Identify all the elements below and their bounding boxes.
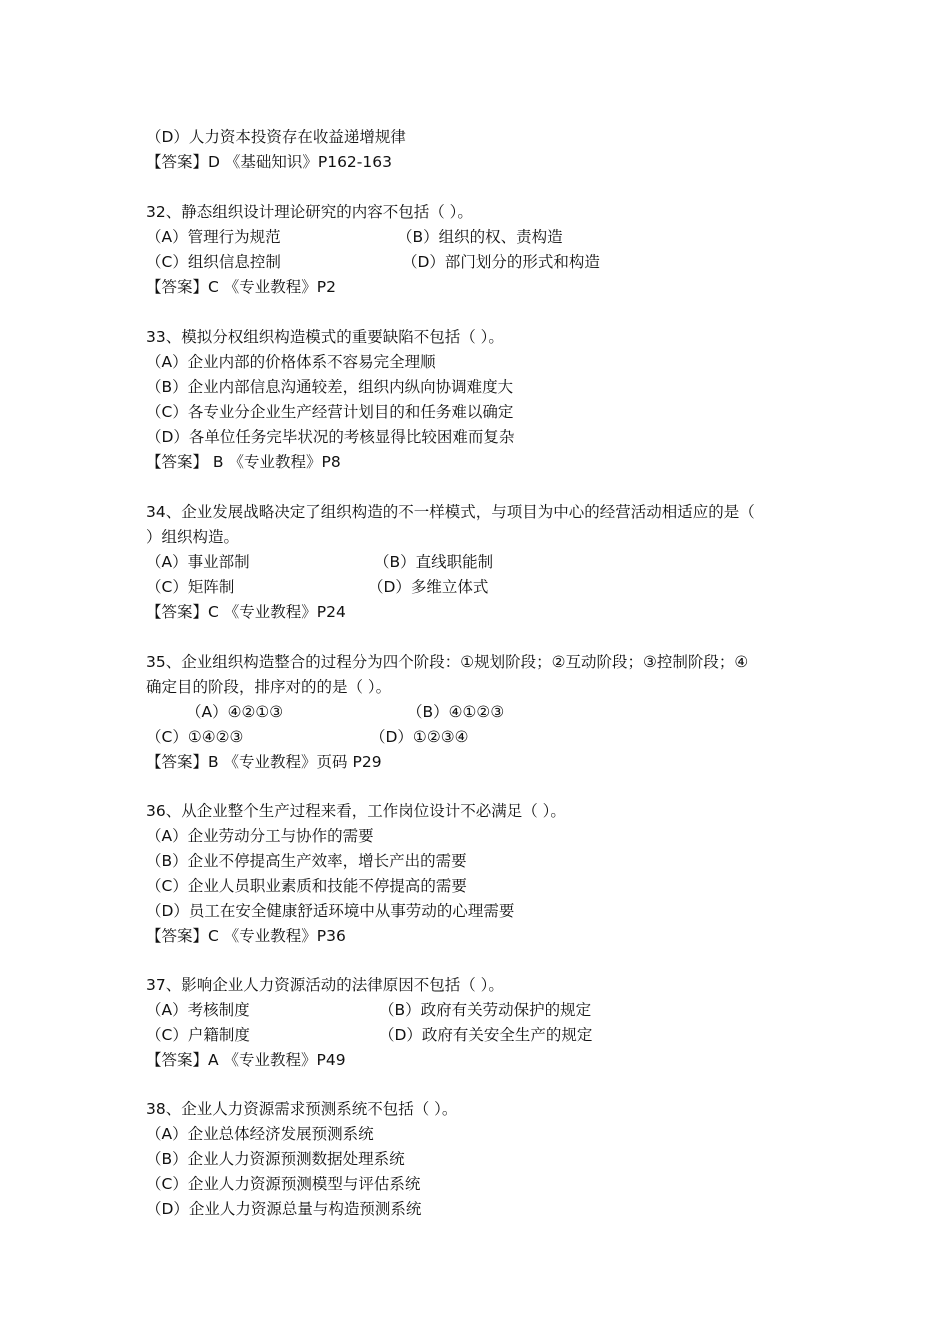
q34-stem-part-2: ）组织构造。	[146, 528, 240, 546]
q38-option-b: （B）企业人力资源预测数据处理系统	[146, 1150, 405, 1168]
q34-answer: 【答案】C 《专业教程》P24	[146, 603, 346, 621]
q36-option-b: （B）企业不停提高生产效率，增长产出的需要	[146, 852, 467, 870]
q38-option-d: （D）企业人力资源总量与构造预测系统	[146, 1200, 422, 1218]
q36-stem: 36、从企业整个生产过程来看，工作岗位设计不必满足（ ）。	[146, 802, 566, 820]
q34-option-b: （B）直线职能制	[374, 553, 494, 571]
q33-answer: 【答案】 B 《专业教程》P8	[146, 453, 341, 471]
q34-option-a: （A）事业部制	[146, 553, 250, 571]
q32-option-b: （B）组织的权、责构造	[397, 228, 563, 246]
q33-option-a: （A）企业内部的价格体系不容易完全理顺	[146, 353, 436, 371]
q33-option-d: （D）各单位任务完毕状况的考核显得比较困难而复杂	[146, 428, 515, 446]
q34-option-d: （D）多维立体式	[368, 578, 489, 596]
q35-option-d: （D）①②③④	[370, 728, 469, 746]
q33-stem: 33、模拟分权组织构造模式的重要缺陷不包括（ ）。	[146, 328, 504, 346]
q33-option-b: （B）企业内部信息沟通较差，组织内纵向协调难度大	[146, 378, 514, 396]
q34-option-c: （C）矩阵制	[146, 578, 235, 596]
q36-answer: 【答案】C 《专业教程》P36	[146, 927, 346, 945]
q37-stem: 37、影响企业人力资源活动的法律原因不包括（ ）。	[146, 976, 504, 994]
q35-option-b: （B）④①②③	[407, 703, 505, 721]
q32-option-a: （A）管理行为规范	[146, 228, 281, 246]
q31-option-d: （D）人力资本投资存在收益递增规律	[146, 128, 406, 146]
q36-option-d: （D）员工在安全健康舒适环境中从事劳动的心理需要	[146, 902, 515, 920]
q32-stem: 32、静态组织设计理论研究的内容不包括（ ）。	[146, 203, 473, 221]
q35-stem-part-1: 35、企业组织构造整合的过程分为四个阶段：①规划阶段；②互动阶段；③控制阶段；④	[146, 653, 749, 671]
q35-answer: 【答案】B 《专业教程》页码 P29	[146, 753, 382, 771]
q35-stem-part-2: 确定目的阶段，排序对的的是（ ）。	[146, 678, 392, 696]
q37-option-c: （C）户籍制度	[146, 1026, 250, 1044]
q38-option-a: （A）企业总体经济发展预测系统	[146, 1125, 374, 1143]
q37-answer: 【答案】A 《专业教程》P49	[146, 1051, 346, 1069]
q37-option-a: （A）考核制度	[146, 1001, 250, 1019]
q38-option-c: （C）企业人力资源预测模型与评估系统	[146, 1175, 421, 1193]
q32-option-c: （C）组织信息控制	[146, 253, 281, 271]
q32-option-d: （D）部门划分的形式和构造	[402, 253, 600, 271]
q32-answer: 【答案】C 《专业教程》P2	[146, 278, 336, 296]
q33-option-c: （C）各专业分企业生产经营计划目的和任务难以确定	[146, 403, 514, 421]
q37-option-d: （D）政府有关安全生产的规定	[379, 1026, 593, 1044]
q36-option-a: （A）企业劳动分工与协作的需要	[146, 827, 374, 845]
q31-answer: 【答案】D 《基础知识》P162-163	[146, 153, 392, 171]
q34-stem-part-1: 34、企业发展战略决定了组织构造的不一样模式，与项目为中心的经营活动相适应的是（	[146, 503, 755, 521]
q36-option-c: （C）企业人员职业素质和技能不停提高的需要	[146, 877, 467, 895]
q35-option-a: （A）④②①③	[186, 703, 284, 721]
q35-option-c: （C）①④②③	[146, 728, 244, 746]
q38-stem: 38、企业人力资源需求预测系统不包括（ ）。	[146, 1100, 458, 1118]
q37-option-b: （B）政府有关劳动保护的规定	[379, 1001, 592, 1019]
